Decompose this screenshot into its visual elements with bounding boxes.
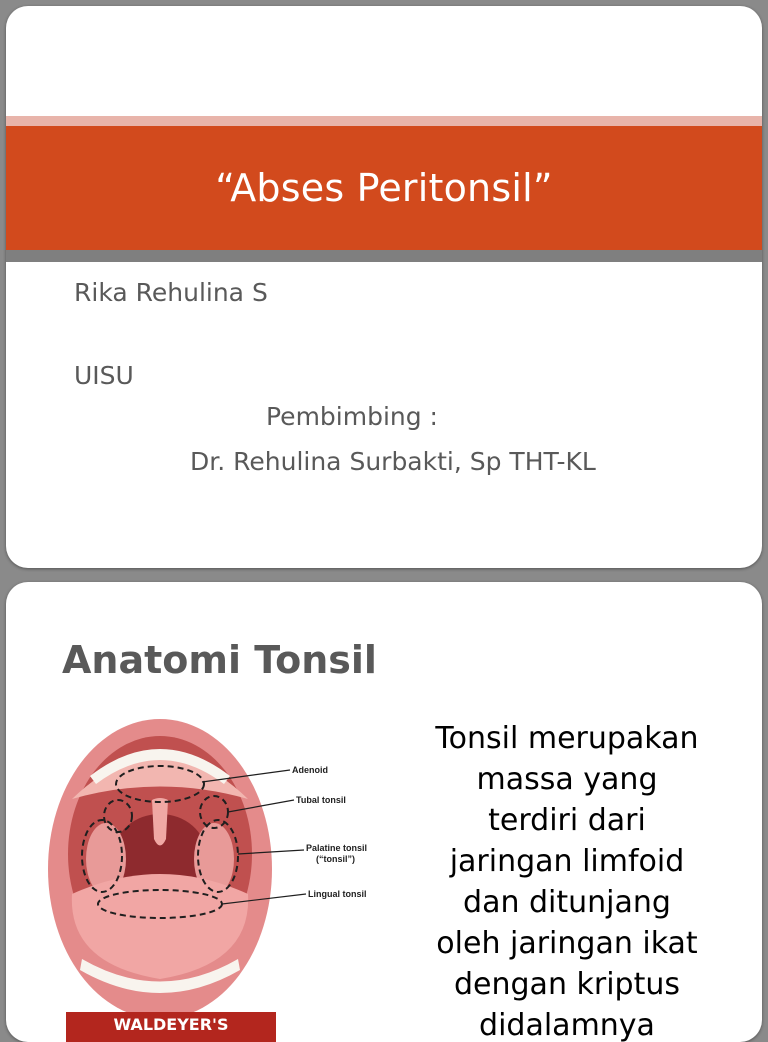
label-tonsil: (“tonsil”) (316, 854, 355, 864)
uvula (152, 798, 168, 846)
label-palatine-tonsil: Palatine tonsil (306, 843, 368, 853)
body-line: oleh jaringan ikat (436, 926, 698, 961)
body-line: terdiri dari (488, 803, 646, 838)
body-paragraph (402, 718, 732, 1042)
label-adenoid: Adenoid (292, 765, 328, 775)
body-line: didalamnya (479, 1008, 655, 1042)
author-name: Rika Rehulina S (74, 278, 268, 307)
label-lingual-tonsil: Lingual tonsil (308, 889, 367, 899)
title-band (6, 126, 762, 250)
accent-band (6, 116, 762, 126)
body-line: jaringan limfoid (449, 844, 685, 879)
divider-band (6, 250, 762, 262)
body-line: Tonsil merupakan (435, 721, 699, 756)
label-tubal-tonsil: Tubal tonsil (296, 795, 346, 805)
institution: UISU (74, 361, 134, 390)
body-line: dan ditunjang (463, 885, 671, 920)
body-line: dengan kriptus (454, 967, 680, 1002)
advisor-name: Dr. Rehulina Surbakti, Sp THT-KL (190, 447, 596, 476)
body-line: massa yang (476, 762, 658, 797)
content-slide (6, 582, 762, 1042)
title-slide (6, 6, 762, 568)
advisor-label: Pembimbing : (266, 402, 438, 431)
tonsil-anatomy-figure (42, 704, 390, 1034)
slide-heading: Anatomi Tonsil (62, 638, 377, 682)
mouth-illustration (42, 704, 390, 1024)
slide-title: “Abses Peritonsil” (215, 166, 553, 210)
figure-banner: WALDEYER'S (66, 1012, 276, 1042)
